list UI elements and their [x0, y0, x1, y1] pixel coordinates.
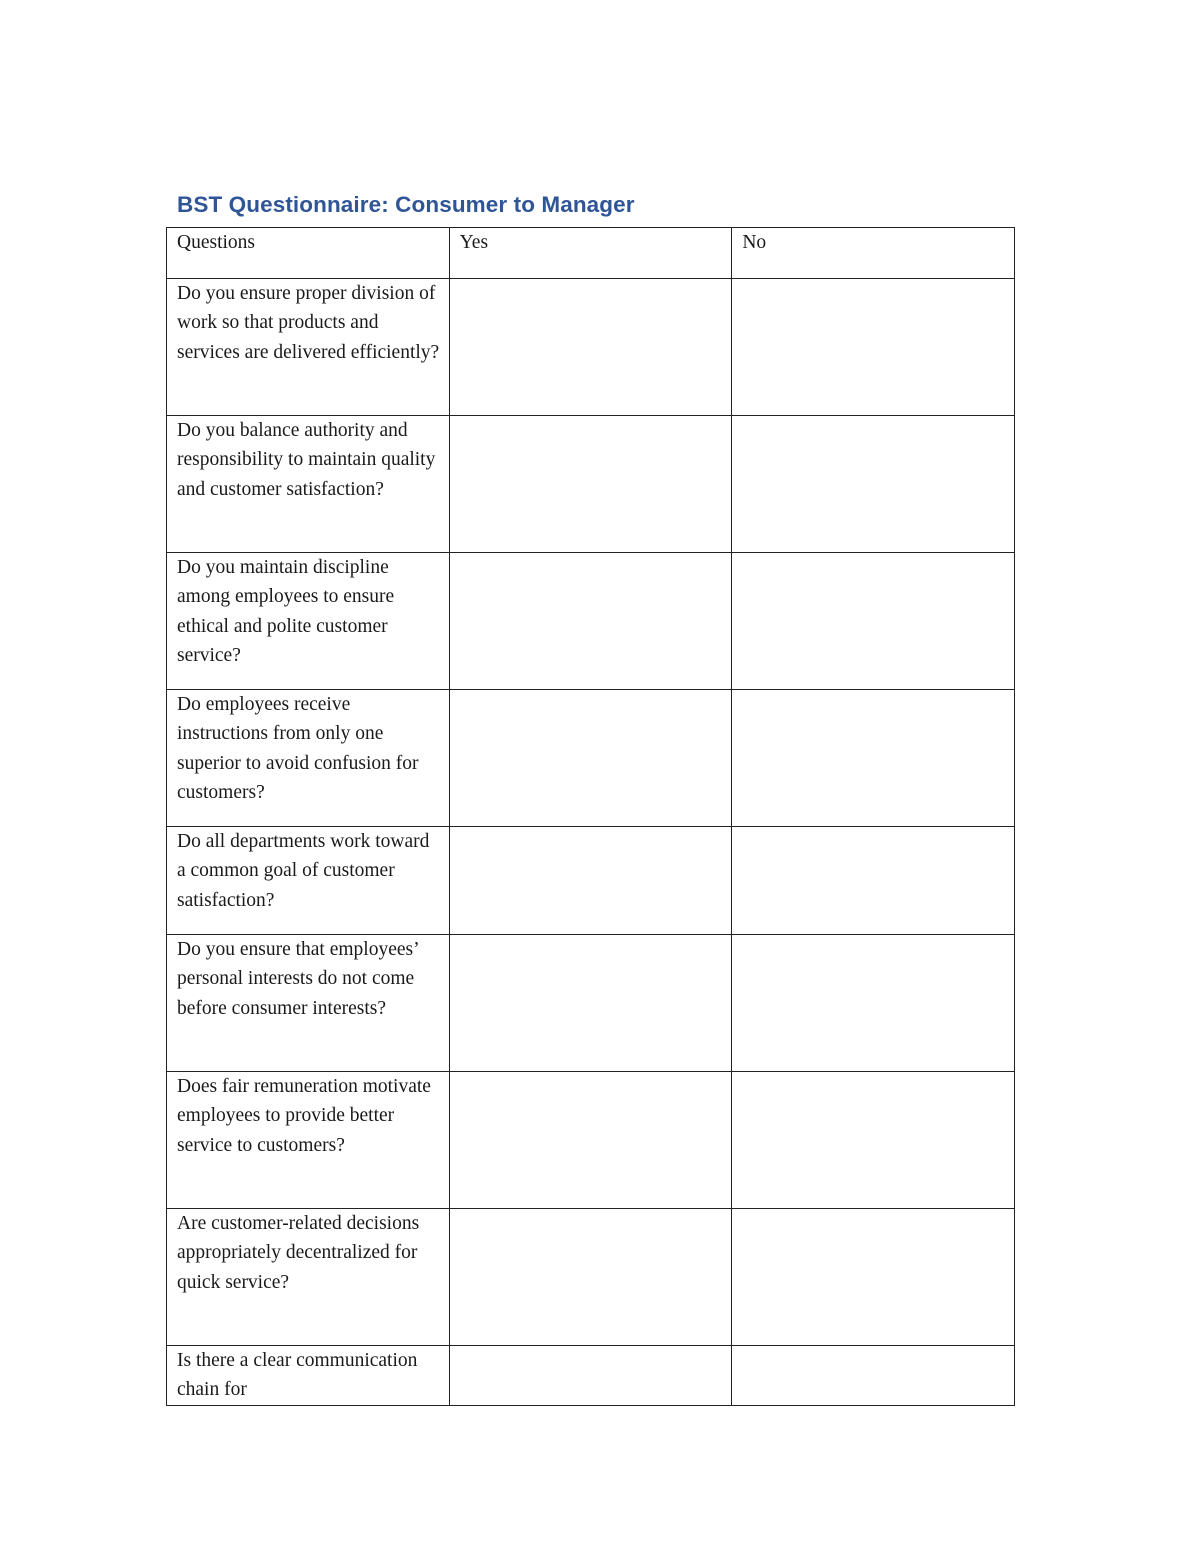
question-cell	[167, 1209, 450, 1346]
table-row	[167, 1346, 1015, 1406]
table-row	[167, 553, 1015, 690]
no-cell[interactable]	[732, 690, 1015, 827]
no-cell[interactable]	[732, 416, 1015, 553]
no-cell[interactable]	[732, 1209, 1015, 1346]
table-row	[167, 690, 1015, 827]
yes-cell[interactable]	[449, 827, 732, 935]
yes-cell[interactable]	[449, 935, 732, 1072]
table-row	[167, 1072, 1015, 1209]
question-text: Do employees receive instructions from only one superior to avoid confusion for customers?	[177, 694, 419, 803]
question-text: Do you balance authority and responsibility to maintain quality and customer satisfaction?	[177, 420, 436, 500]
question-cell	[167, 416, 450, 553]
yes-cell[interactable]	[449, 1072, 732, 1209]
no-cell[interactable]	[732, 935, 1015, 1072]
question-text: Do you ensure proper division of work so that products and services are delivered efficiently?	[177, 283, 440, 363]
yes-cell[interactable]	[449, 416, 732, 553]
no-cell[interactable]	[732, 1072, 1015, 1209]
table-header-row	[167, 228, 1015, 279]
question-cell	[167, 827, 450, 935]
question-cell	[167, 690, 450, 827]
question-cell	[167, 935, 450, 1072]
questionnaire-table	[166, 227, 1015, 1406]
yes-cell[interactable]	[449, 553, 732, 690]
table-row	[167, 1209, 1015, 1346]
no-cell[interactable]	[732, 279, 1015, 416]
header-questions: Questions	[167, 228, 450, 279]
table-row	[167, 827, 1015, 935]
yes-cell[interactable]	[449, 1209, 732, 1346]
yes-cell[interactable]	[449, 690, 732, 827]
question-cell	[167, 1072, 450, 1209]
question-text: Do you maintain discipline among employees to ensure ethical and polite customer service?	[177, 557, 395, 666]
page-title: BST Questionnaire: Consumer to Manager	[177, 192, 635, 217]
question-text: Is there a clear communication chain for	[177, 1350, 418, 1401]
table-row	[167, 935, 1015, 1072]
yes-cell[interactable]	[449, 1346, 732, 1406]
question-text: Do you ensure that employees’ personal interests do not come before consumer interests?	[177, 939, 419, 1019]
no-cell[interactable]	[732, 1346, 1015, 1406]
no-cell[interactable]	[732, 553, 1015, 690]
yes-cell[interactable]	[449, 279, 732, 416]
question-text: Are customer-related decisions appropriately decentralized for quick service?	[177, 1213, 420, 1293]
question-text: Do all departments work toward a common goal of customer satisfaction?	[177, 831, 430, 911]
header-yes: Yes	[449, 228, 732, 279]
table-row	[167, 416, 1015, 553]
question-cell	[167, 279, 450, 416]
header-no: No	[732, 228, 1015, 279]
table-row	[167, 279, 1015, 416]
question-cell	[167, 553, 450, 690]
no-cell[interactable]	[732, 827, 1015, 935]
question-text: Does fair remuneration motivate employees to provide better service to customers?	[177, 1076, 431, 1156]
question-cell	[167, 1346, 450, 1406]
